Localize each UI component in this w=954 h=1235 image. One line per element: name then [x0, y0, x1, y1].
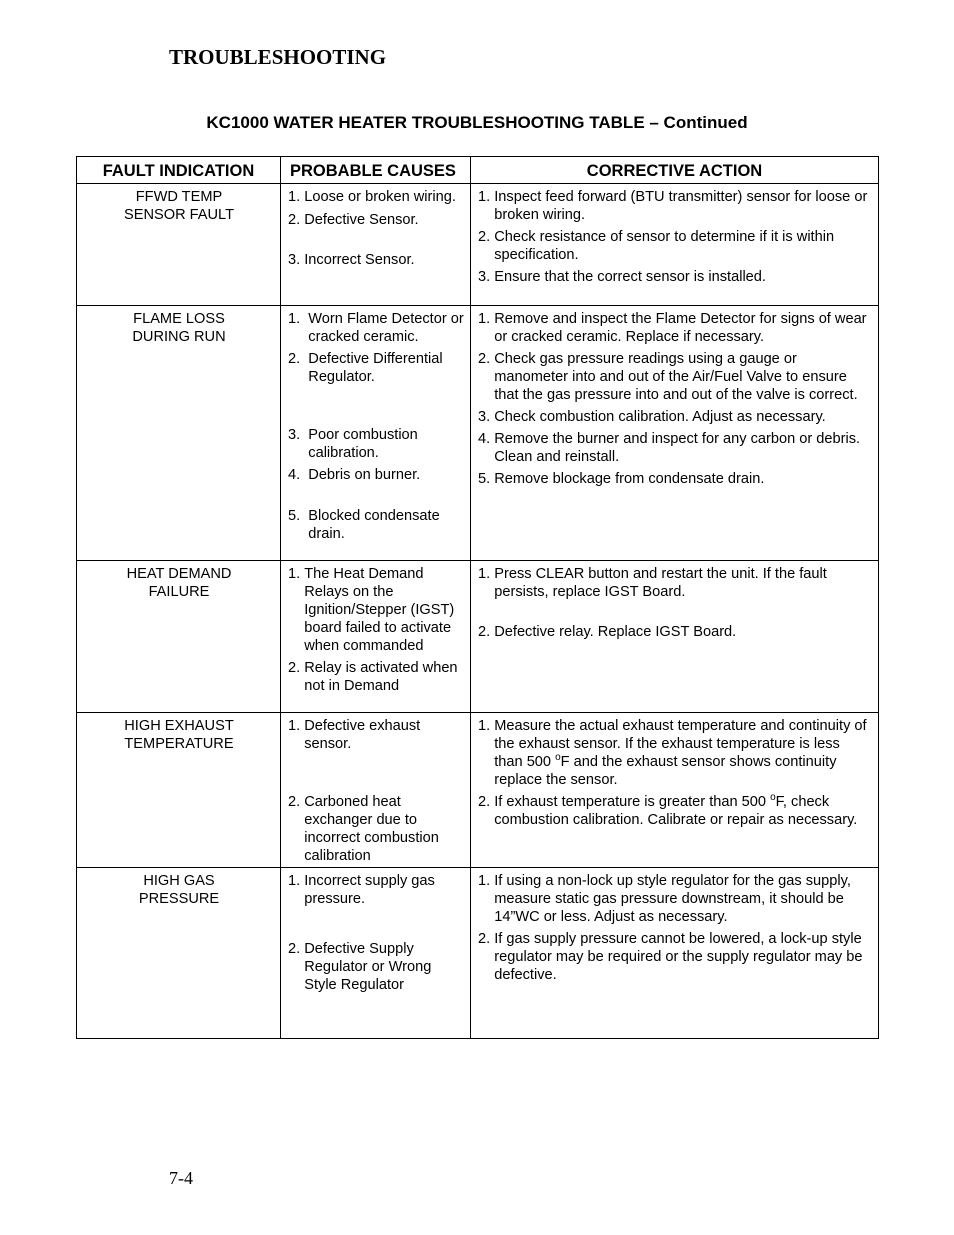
fault-text: FAILURE — [148, 584, 210, 600]
list-item: 2. If gas supply pressure cannot be lowered, a lock-up style regulator may be required or the supply regulator may be defective. — [478, 931, 863, 983]
table-row — [77, 561, 879, 713]
table-row — [77, 713, 879, 868]
list-item: 3. Poor combustion calibration. — [288, 427, 418, 461]
list-item: 2. Relay is activated when not in Demand — [288, 660, 458, 694]
fault-text: TEMPERATURE — [124, 736, 234, 752]
troubleshooting-table — [76, 156, 879, 1039]
list-item: 4. Debris on burner. — [288, 467, 421, 483]
table-row — [77, 306, 879, 561]
fault-indication-cell — [77, 561, 281, 713]
corrective-action-cell — [471, 561, 879, 713]
list-item: 2. Check gas pressure readings using a gauge or manometer into and out of the Air/Fuel Valve to ensure that the gas pressure into and out of the valve is correct. — [478, 351, 858, 403]
section-title: TROUBLESHOOTING — [169, 45, 387, 69]
list-item: 1. The Heat Demand Relays on the Ignition/Stepper (IGST) board failed to activate when commanded — [288, 566, 455, 654]
fault-indication-cell — [77, 184, 281, 306]
probable-causes-cell — [281, 868, 471, 1039]
degree-symbol: o — [555, 752, 561, 763]
column-header-fault: FAULT INDICATION — [77, 157, 281, 184]
probable-causes-cell — [281, 713, 471, 868]
page-number: 7-4 — [169, 1168, 193, 1188]
list-item: 2. Defective Differential Regulator. — [288, 351, 443, 385]
column-header-causes: PROBABLE CAUSES — [281, 157, 471, 184]
corrective-action-cell — [471, 868, 879, 1039]
list-item: 1. Measure the actual exhaust temperature and continuity of the exhaust sensor. If the exhaust temperature is less than 500 $^o$F and the exhaust sensor shows continuity replace the sensor. — [478, 718, 867, 788]
list-item: 1. Worn Flame Detector or cracked ceramic. — [288, 311, 464, 345]
degree-symbol: o — [770, 792, 776, 803]
fault-indication-cell — [77, 868, 281, 1039]
table-row — [77, 184, 879, 306]
fault-text: PRESSURE — [138, 891, 220, 907]
fault-text: HIGH GAS — [143, 873, 215, 889]
column-header-action: CORRECTIVE ACTION — [471, 157, 879, 184]
list-item: 3. Check combustion calibration. Adjust as necessary. — [478, 409, 826, 425]
list-item: 1. Defective exhaust sensor. — [288, 718, 421, 752]
list-item: 2. Defective Sensor. — [288, 212, 419, 228]
table-row — [77, 868, 879, 1039]
list-item: 1. Press CLEAR button and restart the unit. If the fault persists, replace IGST Board. — [478, 566, 827, 600]
list-item: 2. Check resistance of sensor to determine if it is within specification. — [478, 229, 835, 263]
list-item: 3. Incorrect Sensor. — [288, 252, 415, 268]
list-item: 3. Ensure that the correct sensor is installed. — [478, 269, 766, 285]
fault-text: FFWD TEMP — [135, 189, 223, 205]
list-item: 5. Remove blockage from condensate drain. — [478, 471, 765, 487]
fault-indication-cell — [77, 713, 281, 868]
fault-text: HEAT DEMAND — [126, 566, 232, 582]
corrective-action-cell — [471, 184, 879, 306]
list-item: 1. Remove and inspect the Flame Detector for signs of wear or cracked ceramic. Replace if necessary. — [478, 311, 867, 345]
corrective-action-cell — [471, 713, 879, 868]
list-item: 1. If using a non-lock up style regulator for the gas supply, measure static gas pressure downstream, it should be 14”WC or less. Adjust as necessary. — [478, 873, 851, 925]
list-item: 2. Carboned heat exchanger due to incorrect combustion calibration — [288, 794, 439, 864]
table-header-row — [77, 157, 879, 184]
list-item: 1. Loose or broken wiring. — [288, 189, 456, 205]
fault-indication-cell — [77, 306, 281, 561]
list-item: 1. Inspect feed forward (BTU transmitter) sensor for loose or broken wiring. — [478, 189, 868, 223]
list-item: 2. Defective relay. Replace IGST Board. — [478, 624, 737, 640]
probable-causes-cell — [281, 306, 471, 561]
list-item: 2. Defective Supply Regulator or Wrong Style Regulator — [288, 941, 432, 993]
list-item: 4. Remove the burner and inspect for any carbon or debris. Clean and reinstall. — [478, 431, 861, 465]
fault-text: SENSOR FAULT — [123, 207, 234, 223]
fault-text: DURING RUN — [132, 329, 226, 345]
table-title: KC1000 WATER HEATER TROUBLESHOOTING TABLE – Continued — [206, 113, 748, 132]
fault-text: FLAME LOSS — [133, 311, 225, 327]
corrective-action-cell — [471, 306, 879, 561]
probable-causes-cell — [281, 561, 471, 713]
list-item: 1. Incorrect supply gas pressure. — [288, 873, 435, 907]
probable-causes-cell — [281, 184, 471, 306]
fault-text: HIGH EXHAUST — [124, 718, 234, 734]
list-item: 2. If exhaust temperature is greater than 500 $^o$F, check combustion calibration. Calibrate or repair as necessary. — [478, 792, 858, 828]
list-item: 5. Blocked condensate drain. — [288, 508, 440, 542]
